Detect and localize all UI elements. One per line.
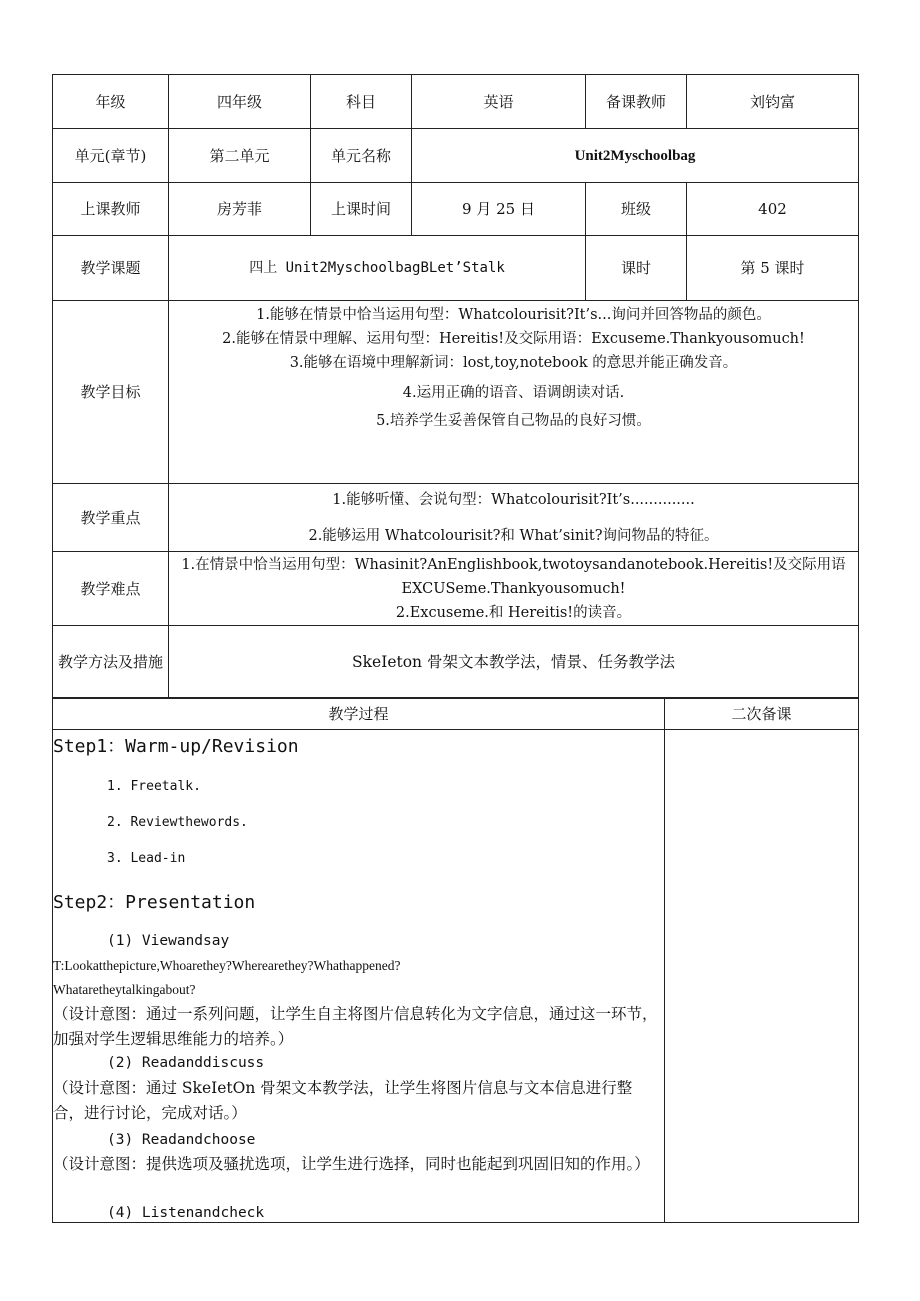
- period-value: 第 5 课时: [687, 236, 859, 301]
- unit-name-value: Unit2Myschoolbag: [412, 129, 859, 183]
- unit-label: 单元(章节): [53, 129, 169, 183]
- revision-header: 二次备课: [665, 699, 859, 730]
- step1-item: 3. Lead-in: [107, 851, 186, 866]
- difficulties-content: [169, 552, 859, 626]
- unit-name-label: 单元名称: [311, 129, 412, 183]
- goal-item: 1.能够在情景中恰当运用句型：Whatcolourisit?It’s...询问并回答物品的颜色。: [256, 307, 771, 323]
- teacher-question: T:Lookatthepicture,Whoarethey?Wherearethey?Whathappened?: [53, 958, 401, 973]
- process-body-row: [53, 730, 859, 1223]
- goal-item: 4.运用正确的语音、语调朗读对话.: [402, 385, 625, 401]
- key-point-item: 1.能够听懂、会说句型：Whatcolourisit?It’s..............: [332, 491, 695, 508]
- lesson-info-table: [52, 74, 859, 698]
- info-row-goals: [53, 301, 859, 484]
- key-point-item: 2.能够运用 Whatcolourisit?和 What’sinit?询问物品的特征。: [308, 527, 719, 544]
- goal-item: 2.能够在情景中理解、运用句型：Hereitis!及交际用语：Excuseme.Thankyousomuch!: [222, 331, 805, 347]
- class-label: 班级: [586, 183, 687, 236]
- step2-title: Step2：Presentation: [53, 892, 256, 913]
- info-row-grade: [53, 75, 859, 129]
- difficulty-item: 2.Excuseme.和 Hereitis!的读音。: [395, 605, 632, 621]
- time-label: 上课时间: [311, 183, 412, 236]
- grade-label: 年级: [53, 75, 169, 129]
- step1-item: 1. Freetalk.: [107, 779, 201, 794]
- topic-value: 四上 Unit2MyschoolbagBLet’Stalk: [169, 236, 586, 301]
- info-row-difficulties: [53, 552, 859, 626]
- methods-value: SkeIeton 骨架文本教学法，情景、任务教学法: [169, 626, 859, 698]
- teaching-process-table: [52, 698, 859, 1223]
- key-points-label: 教学重点: [53, 484, 169, 552]
- info-row-unit: [53, 129, 859, 183]
- revision-column: [665, 730, 859, 1223]
- subject-value: 英语: [412, 75, 586, 129]
- topic-label: 教学课题: [53, 236, 169, 301]
- class-value: 402: [687, 183, 859, 236]
- class-teacher-label: 上课教师: [53, 183, 169, 236]
- subject-label: 科目: [311, 75, 412, 129]
- methods-label: 教学方法及措施: [53, 626, 169, 698]
- process-header: 教学过程: [53, 699, 665, 730]
- process-content: [53, 730, 665, 1223]
- step2-sub-read: (2) Readanddiscuss: [107, 1055, 265, 1071]
- info-row-topic: [53, 236, 859, 301]
- difficulty-item: 1.在情景中恰当运用句型：Whasinit?AnEnglishbook,twotoysandanotebook.Hereitis!及交际用语 EXCUSeme.Thankyousomuch!: [181, 557, 846, 597]
- design-intent-note: （设计意图：提供选项及骚扰选项，让学生进行选择，同时也能起到巩固旧知的作用。）: [53, 1155, 650, 1173]
- teacher-label: 备课教师: [586, 75, 687, 129]
- info-row-time: [53, 183, 859, 236]
- info-row-key-points: [53, 484, 859, 552]
- goals-label: 教学目标: [53, 301, 169, 484]
- goals-content: [169, 301, 859, 484]
- grade-value: 四年级: [169, 75, 311, 129]
- goal-item: 3.能够在语境中理解新词：lost,toy,notebook 的意思并能正确发音。: [289, 355, 738, 371]
- period-label: 课时: [586, 236, 687, 301]
- class-teacher-value: 房芳菲: [169, 183, 311, 236]
- step2-sub-choose: (3) Readandchoose: [107, 1132, 256, 1148]
- design-intent-note: （设计意图：通过 SkeIetOn 骨架文本教学法，让学生将图片信息与文本信息进行整合，进行讨论，完成对话。）: [53, 1079, 633, 1122]
- key-points-content: [169, 484, 859, 552]
- step1-title: Step1：Warm-up/Revision: [53, 736, 299, 757]
- process-header-row: [53, 699, 859, 730]
- difficulties-label: 教学难点: [53, 552, 169, 626]
- design-intent-note: （设计意图：通过一系列问题，让学生自主将图片信息转化为文字信息，通过这一环节，加强对学生逻辑思维能力的培养。）: [53, 1005, 658, 1048]
- info-row-methods: [53, 626, 859, 698]
- time-value: 9 月 25 日: [412, 183, 586, 236]
- teacher-value: 刘钧富: [687, 75, 859, 129]
- goal-item: 5.培养学生妥善保管自己物品的良好习惯。: [376, 413, 651, 429]
- step1-item: 2. Reviewthewords.: [107, 815, 248, 830]
- step2-sub-view: (1) Viewandsay: [107, 933, 230, 949]
- step2-sub-listen: (4) Listenandcheck: [107, 1205, 265, 1221]
- unit-value: 第二单元: [169, 129, 311, 183]
- teacher-question: Whataretheytalkingabout?: [53, 982, 196, 997]
